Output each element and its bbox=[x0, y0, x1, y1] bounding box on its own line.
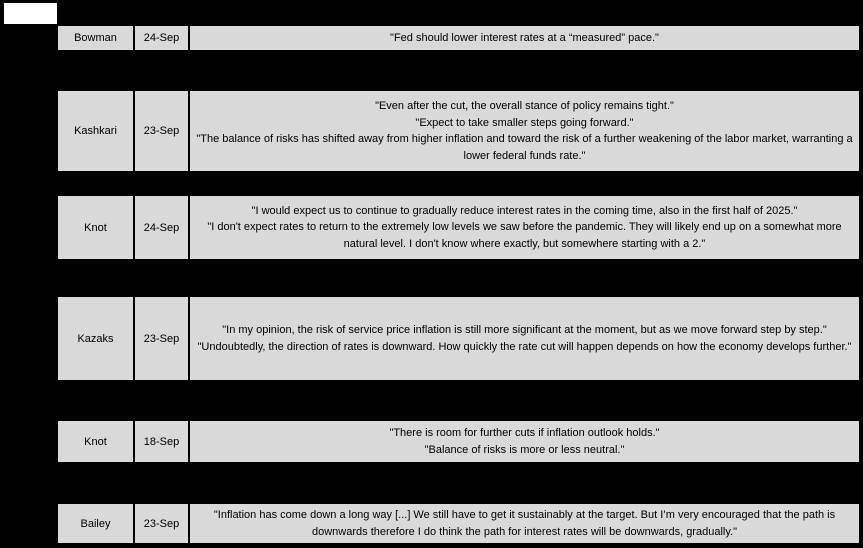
table-row bbox=[58, 91, 859, 171]
table-row bbox=[58, 504, 859, 543]
quote-line: "In my opinion, the risk of service price inflation is still more significant at the moment, but as we move forward step by step." bbox=[222, 324, 827, 336]
quote-cell bbox=[190, 91, 859, 171]
quote-cell bbox=[190, 196, 859, 259]
date-cell: 24-Sep bbox=[135, 196, 188, 259]
quote-line: "I would expect us to continue to gradually reduce interest rates in the coming time, also in the first half of 2025." bbox=[251, 204, 798, 217]
quote-cell bbox=[190, 26, 859, 50]
quote-line: "The balance of risks has shifted away from higher inflation and toward the risk of a further weakening of the labor market, warranting a lower federal funds rate." bbox=[196, 133, 853, 162]
date-cell: 23-Sep bbox=[135, 91, 188, 171]
speaker-cell: Knot bbox=[58, 196, 133, 259]
table-row bbox=[58, 26, 859, 50]
speaker-cell: Knot bbox=[58, 421, 133, 462]
quote-line: "There is room for further cuts if inflation outlook holds." bbox=[389, 427, 660, 439]
legend-box bbox=[4, 3, 57, 24]
date-cell: 23-Sep bbox=[135, 504, 188, 543]
table-row bbox=[58, 421, 859, 462]
quote-cell bbox=[190, 421, 859, 462]
date-cell: 18-Sep bbox=[135, 421, 188, 462]
speaker-cell: Kashkari bbox=[58, 91, 133, 171]
quote-line: "Even after the cut, the overall stance of policy remains tight." bbox=[375, 100, 674, 112]
quote-line: "Balance of risks is more or less neutral." bbox=[424, 443, 625, 456]
quote-line: "Undoubtedly, the direction of rates is downward. How quickly the rate cut will happen depends on how the economy develops further." bbox=[197, 340, 852, 353]
quote-line: "Fed should lower interest rates at a “measured” pace." bbox=[390, 31, 659, 44]
date-cell: 24-Sep bbox=[135, 26, 188, 50]
date-cell: 23-Sep bbox=[135, 297, 188, 380]
table-row bbox=[58, 196, 859, 259]
quote-cell bbox=[190, 504, 859, 543]
quote-cell bbox=[190, 297, 859, 380]
speaker-cell: Kazaks bbox=[58, 297, 133, 380]
quote-line: "Expect to take smaller steps going forward." bbox=[415, 116, 634, 129]
speaker-cell: Bowman bbox=[58, 26, 133, 50]
speaker-cell: Bailey bbox=[58, 504, 133, 543]
quote-line: "I don't expect rates to return to the extremely low levels we saw before the pandemic. They will likely end up on a somewhat more natural level. I don't know where exactly, but somewhere starting with a 2." bbox=[207, 221, 842, 250]
table-row bbox=[58, 297, 859, 380]
quote-line: "Inflation has come down a long way [...] We still have to get it sustainably at the target. But I’m very encouraged that the path is downwards therefore I do think the path for interest rates will be downwards, gradually." bbox=[213, 509, 836, 538]
